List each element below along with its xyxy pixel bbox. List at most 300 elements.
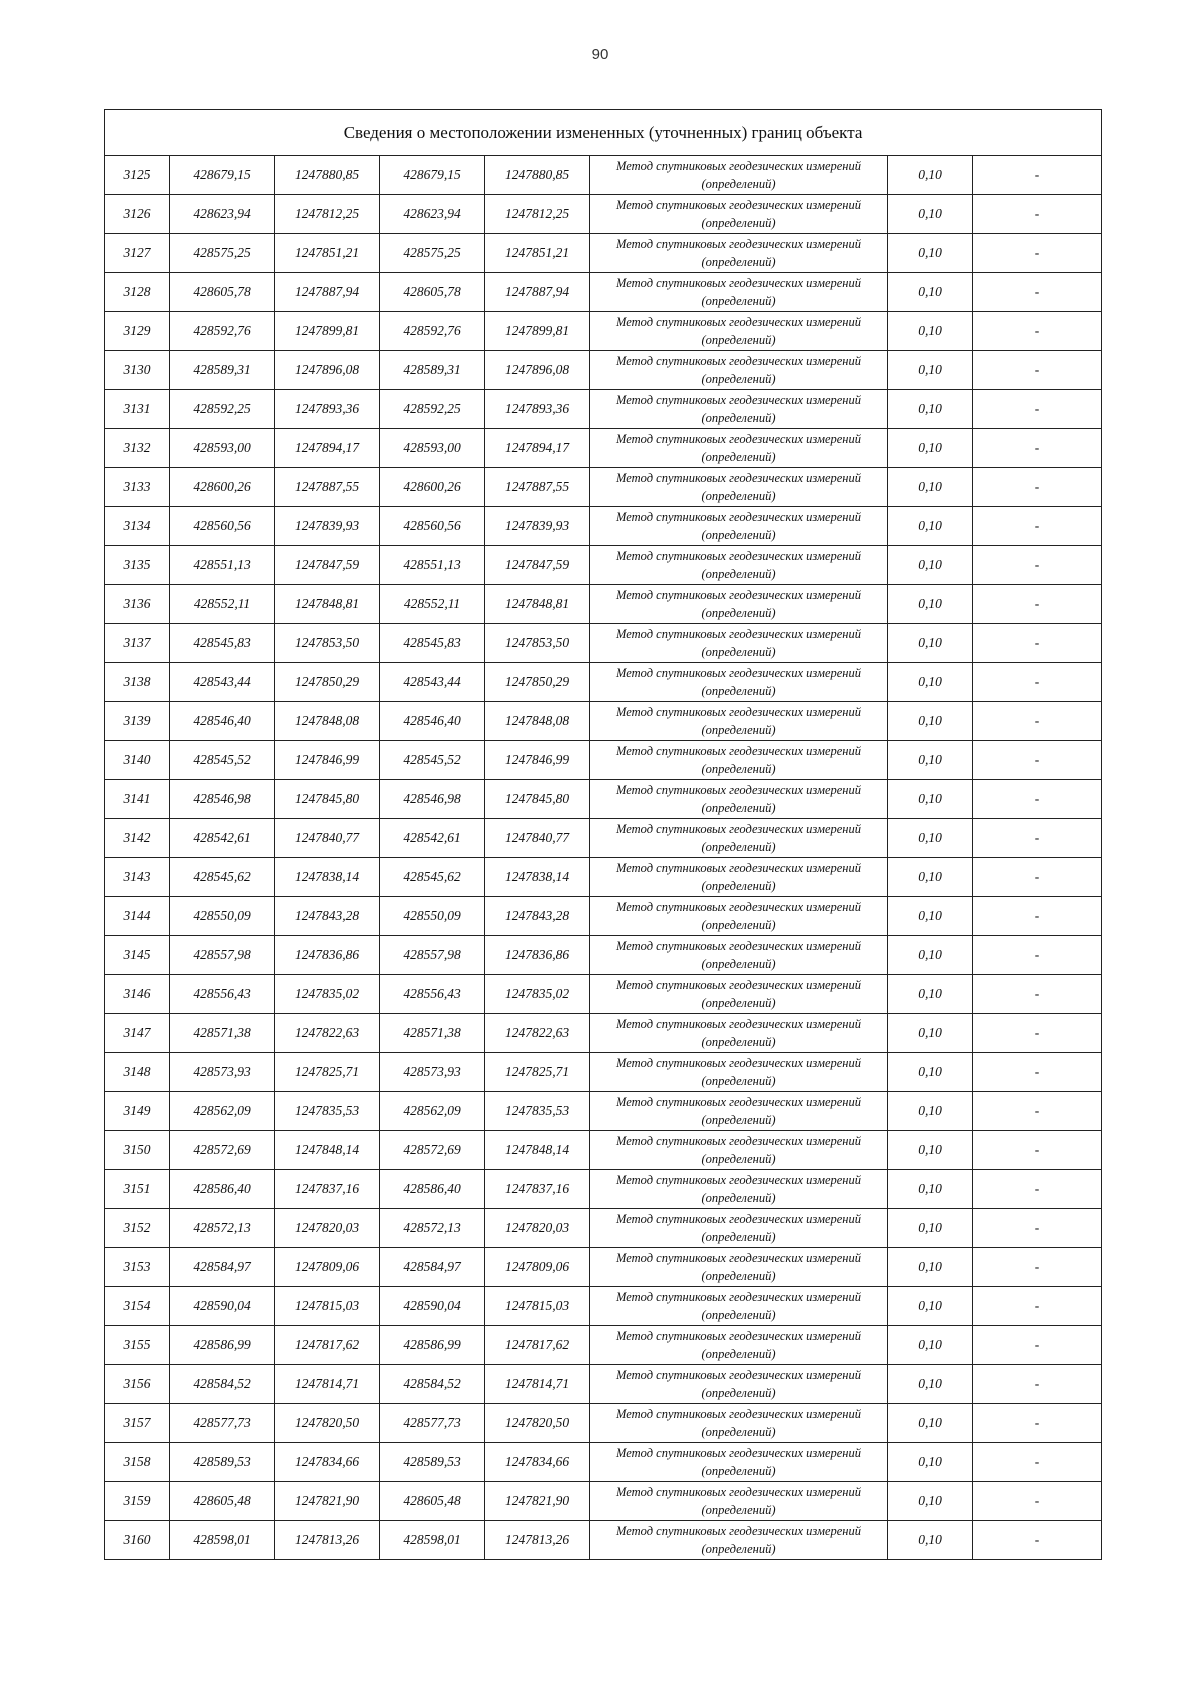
description-cell: - — [973, 390, 1102, 429]
point-number-cell: 3158 — [105, 1443, 170, 1482]
accuracy-cell: 0,10 — [888, 780, 973, 819]
accuracy-cell: 0,10 — [888, 663, 973, 702]
point-number-cell: 3142 — [105, 819, 170, 858]
refined-x-cell: 428546,98 — [380, 780, 485, 819]
accuracy-cell: 0,10 — [888, 975, 973, 1014]
existing-y-cell: 1247893,36 — [275, 390, 380, 429]
accuracy-cell: 0,10 — [888, 1326, 973, 1365]
refined-y-cell: 1247813,26 — [485, 1521, 590, 1560]
refined-y-cell: 1247820,03 — [485, 1209, 590, 1248]
description-cell: - — [973, 585, 1102, 624]
accuracy-cell: 0,10 — [888, 936, 973, 975]
point-number-cell: 3134 — [105, 507, 170, 546]
method-cell: Метод спутниковых геодезических измерений (определений) — [590, 195, 888, 234]
refined-x-cell: 428593,00 — [380, 429, 485, 468]
existing-x-cell: 428550,09 — [170, 897, 275, 936]
table-row — [105, 351, 1102, 390]
existing-y-cell: 1247845,80 — [275, 780, 380, 819]
existing-x-cell: 428546,98 — [170, 780, 275, 819]
refined-x-cell: 428589,53 — [380, 1443, 485, 1482]
point-number-cell: 3138 — [105, 663, 170, 702]
refined-y-cell: 1247840,77 — [485, 819, 590, 858]
description-cell: - — [973, 546, 1102, 585]
point-number-cell: 3154 — [105, 1287, 170, 1326]
page-number: 90 — [591, 46, 609, 63]
existing-x-cell: 428572,69 — [170, 1131, 275, 1170]
method-cell: Метод спутниковых геодезических измерений (определений) — [590, 351, 888, 390]
existing-y-cell: 1247809,06 — [275, 1248, 380, 1287]
accuracy-cell: 0,10 — [888, 546, 973, 585]
method-cell: Метод спутниковых геодезических измерений (определений) — [590, 1053, 888, 1092]
existing-x-cell: 428592,76 — [170, 312, 275, 351]
accuracy-cell: 0,10 — [888, 1287, 973, 1326]
description-cell: - — [973, 468, 1102, 507]
description-cell: - — [973, 1365, 1102, 1404]
description-cell: - — [973, 1131, 1102, 1170]
point-number-cell: 3151 — [105, 1170, 170, 1209]
point-number-cell: 3137 — [105, 624, 170, 663]
refined-x-cell: 428542,61 — [380, 819, 485, 858]
point-number-cell: 3130 — [105, 351, 170, 390]
refined-x-cell: 428573,93 — [380, 1053, 485, 1092]
existing-x-cell: 428598,01 — [170, 1521, 275, 1560]
point-number-cell: 3125 — [105, 156, 170, 195]
description-cell: - — [973, 819, 1102, 858]
refined-y-cell: 1247821,90 — [485, 1482, 590, 1521]
method-cell: Метод спутниковых геодезических измерений (определений) — [590, 858, 888, 897]
description-cell: - — [973, 234, 1102, 273]
description-cell: - — [973, 1209, 1102, 1248]
method-cell: Метод спутниковых геодезических измерений (определений) — [590, 1092, 888, 1131]
table-row — [105, 1404, 1102, 1443]
refined-y-cell: 1247850,29 — [485, 663, 590, 702]
refined-x-cell: 428560,56 — [380, 507, 485, 546]
description-cell: - — [973, 1053, 1102, 1092]
description-cell: - — [973, 273, 1102, 312]
refined-y-cell: 1247834,66 — [485, 1443, 590, 1482]
method-cell: Метод спутниковых геодезических измерений (определений) — [590, 546, 888, 585]
accuracy-cell: 0,10 — [888, 351, 973, 390]
point-number-cell: 3140 — [105, 741, 170, 780]
point-number-cell: 3126 — [105, 195, 170, 234]
existing-y-cell: 1247894,17 — [275, 429, 380, 468]
table-row — [105, 936, 1102, 975]
existing-x-cell: 428586,40 — [170, 1170, 275, 1209]
table-row — [105, 273, 1102, 312]
existing-y-cell: 1247851,21 — [275, 234, 380, 273]
existing-y-cell: 1247836,86 — [275, 936, 380, 975]
point-number-cell: 3153 — [105, 1248, 170, 1287]
method-cell: Метод спутниковых геодезических измерений (определений) — [590, 273, 888, 312]
description-cell: - — [973, 1404, 1102, 1443]
description-cell: - — [973, 741, 1102, 780]
existing-x-cell: 428545,62 — [170, 858, 275, 897]
description-cell: - — [973, 1482, 1102, 1521]
accuracy-cell: 0,10 — [888, 1521, 973, 1560]
existing-y-cell: 1247834,66 — [275, 1443, 380, 1482]
existing-y-cell: 1247835,53 — [275, 1092, 380, 1131]
existing-x-cell: 428543,44 — [170, 663, 275, 702]
point-number-cell: 3127 — [105, 234, 170, 273]
existing-y-cell: 1247813,26 — [275, 1521, 380, 1560]
method-cell: Метод спутниковых геодезических измерений (определений) — [590, 1131, 888, 1170]
method-cell: Метод спутниковых геодезических измерений (определений) — [590, 1443, 888, 1482]
existing-y-cell: 1247899,81 — [275, 312, 380, 351]
accuracy-cell: 0,10 — [888, 390, 973, 429]
method-cell: Метод спутниковых геодезических измерений (определений) — [590, 1326, 888, 1365]
accuracy-cell: 0,10 — [888, 507, 973, 546]
point-number-cell: 3152 — [105, 1209, 170, 1248]
method-cell: Метод спутниковых геодезических измерений (определений) — [590, 1170, 888, 1209]
table-row — [105, 1092, 1102, 1131]
refined-y-cell: 1247896,08 — [485, 351, 590, 390]
point-number-cell: 3156 — [105, 1365, 170, 1404]
table-title: Сведения о местоположении измененных (уточненных) границ объекта — [105, 110, 1102, 156]
method-cell: Метод спутниковых геодезических измерений (определений) — [590, 390, 888, 429]
table-row — [105, 546, 1102, 585]
point-number-cell: 3129 — [105, 312, 170, 351]
description-cell: - — [973, 975, 1102, 1014]
point-number-cell: 3155 — [105, 1326, 170, 1365]
refined-x-cell: 428589,31 — [380, 351, 485, 390]
existing-y-cell: 1247846,99 — [275, 741, 380, 780]
existing-y-cell: 1247896,08 — [275, 351, 380, 390]
existing-y-cell: 1247839,93 — [275, 507, 380, 546]
refined-x-cell: 428545,52 — [380, 741, 485, 780]
refined-x-cell: 428543,44 — [380, 663, 485, 702]
refined-x-cell: 428550,09 — [380, 897, 485, 936]
refined-y-cell: 1247817,62 — [485, 1326, 590, 1365]
description-cell: - — [973, 780, 1102, 819]
refined-y-cell: 1247846,99 — [485, 741, 590, 780]
existing-x-cell: 428571,38 — [170, 1014, 275, 1053]
refined-y-cell: 1247893,36 — [485, 390, 590, 429]
method-cell: Метод спутниковых геодезических измерений (определений) — [590, 1248, 888, 1287]
existing-y-cell: 1247812,25 — [275, 195, 380, 234]
accuracy-cell: 0,10 — [888, 468, 973, 507]
refined-x-cell: 428600,26 — [380, 468, 485, 507]
table-row — [105, 858, 1102, 897]
table-row — [105, 663, 1102, 702]
method-cell: Метод спутниковых геодезических измерений (определений) — [590, 819, 888, 858]
method-cell: Метод спутниковых геодезических измерений (определений) — [590, 312, 888, 351]
refined-y-cell: 1247847,59 — [485, 546, 590, 585]
description-cell: - — [973, 195, 1102, 234]
existing-x-cell: 428586,99 — [170, 1326, 275, 1365]
method-cell: Метод спутниковых геодезических измерений (определений) — [590, 1287, 888, 1326]
refined-x-cell: 428557,98 — [380, 936, 485, 975]
method-cell: Метод спутниковых геодезических измерений (определений) — [590, 663, 888, 702]
table-row — [105, 897, 1102, 936]
description-cell: - — [973, 624, 1102, 663]
method-cell: Метод спутниковых геодезических измерений (определений) — [590, 702, 888, 741]
accuracy-cell: 0,10 — [888, 1365, 973, 1404]
refined-y-cell: 1247820,50 — [485, 1404, 590, 1443]
existing-x-cell: 428623,94 — [170, 195, 275, 234]
existing-y-cell: 1247850,29 — [275, 663, 380, 702]
table-row — [105, 507, 1102, 546]
refined-x-cell: 428592,25 — [380, 390, 485, 429]
boundary-coordinates-table — [104, 109, 1102, 1560]
refined-y-cell: 1247837,16 — [485, 1170, 590, 1209]
existing-x-cell: 428562,09 — [170, 1092, 275, 1131]
table-row — [105, 741, 1102, 780]
accuracy-cell: 0,10 — [888, 429, 973, 468]
existing-y-cell: 1247887,55 — [275, 468, 380, 507]
description-cell: - — [973, 429, 1102, 468]
refined-y-cell: 1247848,14 — [485, 1131, 590, 1170]
point-number-cell: 3146 — [105, 975, 170, 1014]
existing-y-cell: 1247838,14 — [275, 858, 380, 897]
description-cell: - — [973, 1248, 1102, 1287]
description-cell: - — [973, 156, 1102, 195]
table-row — [105, 1521, 1102, 1560]
accuracy-cell: 0,10 — [888, 585, 973, 624]
refined-y-cell: 1247848,08 — [485, 702, 590, 741]
existing-y-cell: 1247848,08 — [275, 702, 380, 741]
description-cell: - — [973, 1092, 1102, 1131]
existing-y-cell: 1247835,02 — [275, 975, 380, 1014]
table-row — [105, 1365, 1102, 1404]
accuracy-cell: 0,10 — [888, 624, 973, 663]
refined-y-cell: 1247835,53 — [485, 1092, 590, 1131]
existing-x-cell: 428605,48 — [170, 1482, 275, 1521]
accuracy-cell: 0,10 — [888, 819, 973, 858]
refined-y-cell: 1247839,93 — [485, 507, 590, 546]
existing-y-cell: 1247820,50 — [275, 1404, 380, 1443]
method-cell: Метод спутниковых геодезических измерений (определений) — [590, 741, 888, 780]
table-row — [105, 234, 1102, 273]
existing-x-cell: 428573,93 — [170, 1053, 275, 1092]
table-row — [105, 1014, 1102, 1053]
table-row — [105, 390, 1102, 429]
refined-x-cell: 428551,13 — [380, 546, 485, 585]
accuracy-cell: 0,10 — [888, 897, 973, 936]
description-cell: - — [973, 1170, 1102, 1209]
table-row — [105, 819, 1102, 858]
table-row — [105, 702, 1102, 741]
method-cell: Метод спутниковых геодезических измерений (определений) — [590, 468, 888, 507]
existing-x-cell: 428546,40 — [170, 702, 275, 741]
refined-x-cell: 428572,69 — [380, 1131, 485, 1170]
refined-x-cell: 428546,40 — [380, 702, 485, 741]
refined-y-cell: 1247845,80 — [485, 780, 590, 819]
table-row — [105, 585, 1102, 624]
refined-x-cell: 428586,99 — [380, 1326, 485, 1365]
description-cell: - — [973, 897, 1102, 936]
refined-x-cell: 428586,40 — [380, 1170, 485, 1209]
refined-y-cell: 1247887,55 — [485, 468, 590, 507]
point-number-cell: 3133 — [105, 468, 170, 507]
description-cell: - — [973, 507, 1102, 546]
method-cell: Метод спутниковых геодезических измерений (определений) — [590, 1404, 888, 1443]
refined-y-cell: 1247899,81 — [485, 312, 590, 351]
point-number-cell: 3160 — [105, 1521, 170, 1560]
accuracy-cell: 0,10 — [888, 1248, 973, 1287]
existing-x-cell: 428545,83 — [170, 624, 275, 663]
existing-x-cell: 428590,04 — [170, 1287, 275, 1326]
table-row — [105, 156, 1102, 195]
method-cell: Метод спутниковых геодезических измерений (определений) — [590, 936, 888, 975]
refined-x-cell: 428545,83 — [380, 624, 485, 663]
existing-x-cell: 428605,78 — [170, 273, 275, 312]
existing-x-cell: 428560,56 — [170, 507, 275, 546]
accuracy-cell: 0,10 — [888, 1131, 973, 1170]
point-number-cell: 3148 — [105, 1053, 170, 1092]
existing-y-cell: 1247848,14 — [275, 1131, 380, 1170]
existing-x-cell: 428577,73 — [170, 1404, 275, 1443]
table-row — [105, 195, 1102, 234]
table-row — [105, 468, 1102, 507]
existing-y-cell: 1247822,63 — [275, 1014, 380, 1053]
point-number-cell: 3131 — [105, 390, 170, 429]
point-number-cell: 3128 — [105, 273, 170, 312]
refined-x-cell: 428552,11 — [380, 585, 485, 624]
refined-x-cell: 428572,13 — [380, 1209, 485, 1248]
description-cell: - — [973, 936, 1102, 975]
point-number-cell: 3132 — [105, 429, 170, 468]
table-row — [105, 1287, 1102, 1326]
point-number-cell: 3147 — [105, 1014, 170, 1053]
refined-y-cell: 1247851,21 — [485, 234, 590, 273]
existing-x-cell: 428679,15 — [170, 156, 275, 195]
existing-y-cell: 1247814,71 — [275, 1365, 380, 1404]
refined-y-cell: 1247853,50 — [485, 624, 590, 663]
accuracy-cell: 0,10 — [888, 1482, 973, 1521]
table-body — [105, 110, 1102, 1560]
description-cell: - — [973, 312, 1102, 351]
refined-y-cell: 1247812,25 — [485, 195, 590, 234]
method-cell: Метод спутниковых геодезических измерений (определений) — [590, 234, 888, 273]
table-row — [105, 975, 1102, 1014]
accuracy-cell: 0,10 — [888, 234, 973, 273]
accuracy-cell: 0,10 — [888, 702, 973, 741]
method-cell: Метод спутниковых геодезических измерений (определений) — [590, 1365, 888, 1404]
existing-y-cell: 1247815,03 — [275, 1287, 380, 1326]
refined-y-cell: 1247887,94 — [485, 273, 590, 312]
existing-y-cell: 1247820,03 — [275, 1209, 380, 1248]
table-row — [105, 1443, 1102, 1482]
description-cell: - — [973, 1014, 1102, 1053]
refined-x-cell: 428584,97 — [380, 1248, 485, 1287]
existing-y-cell: 1247837,16 — [275, 1170, 380, 1209]
existing-x-cell: 428556,43 — [170, 975, 275, 1014]
existing-x-cell: 428593,00 — [170, 429, 275, 468]
refined-x-cell: 428605,48 — [380, 1482, 485, 1521]
refined-x-cell: 428571,38 — [380, 1014, 485, 1053]
existing-x-cell: 428572,13 — [170, 1209, 275, 1248]
refined-x-cell: 428584,52 — [380, 1365, 485, 1404]
refined-y-cell: 1247825,71 — [485, 1053, 590, 1092]
accuracy-cell: 0,10 — [888, 195, 973, 234]
description-cell: - — [973, 1443, 1102, 1482]
refined-y-cell: 1247880,85 — [485, 156, 590, 195]
refined-y-cell: 1247835,02 — [485, 975, 590, 1014]
accuracy-cell: 0,10 — [888, 858, 973, 897]
existing-x-cell: 428542,61 — [170, 819, 275, 858]
point-number-cell: 3149 — [105, 1092, 170, 1131]
point-number-cell: 3144 — [105, 897, 170, 936]
table-row — [105, 1170, 1102, 1209]
accuracy-cell: 0,10 — [888, 741, 973, 780]
existing-y-cell: 1247840,77 — [275, 819, 380, 858]
existing-x-cell: 428551,13 — [170, 546, 275, 585]
refined-x-cell: 428679,15 — [380, 156, 485, 195]
point-number-cell: 3136 — [105, 585, 170, 624]
table-row — [105, 1053, 1102, 1092]
existing-x-cell: 428557,98 — [170, 936, 275, 975]
accuracy-cell: 0,10 — [888, 1092, 973, 1131]
refined-y-cell: 1247822,63 — [485, 1014, 590, 1053]
description-cell: - — [973, 663, 1102, 702]
existing-x-cell: 428584,97 — [170, 1248, 275, 1287]
accuracy-cell: 0,10 — [888, 1053, 973, 1092]
table-row — [105, 1131, 1102, 1170]
existing-x-cell: 428584,52 — [170, 1365, 275, 1404]
point-number-cell: 3139 — [105, 702, 170, 741]
refined-x-cell: 428605,78 — [380, 273, 485, 312]
existing-y-cell: 1247853,50 — [275, 624, 380, 663]
accuracy-cell: 0,10 — [888, 1443, 973, 1482]
table-row — [105, 1326, 1102, 1365]
point-number-cell: 3135 — [105, 546, 170, 585]
accuracy-cell: 0,10 — [888, 156, 973, 195]
accuracy-cell: 0,10 — [888, 1209, 973, 1248]
refined-x-cell: 428590,04 — [380, 1287, 485, 1326]
method-cell: Метод спутниковых геодезических измерений (определений) — [590, 507, 888, 546]
point-number-cell: 3143 — [105, 858, 170, 897]
method-cell: Метод спутниковых геодезических измерений (определений) — [590, 975, 888, 1014]
existing-y-cell: 1247821,90 — [275, 1482, 380, 1521]
table-row — [105, 1482, 1102, 1521]
refined-x-cell: 428598,01 — [380, 1521, 485, 1560]
existing-y-cell: 1247843,28 — [275, 897, 380, 936]
description-cell: - — [973, 1326, 1102, 1365]
refined-x-cell: 428562,09 — [380, 1092, 485, 1131]
refined-x-cell: 428592,76 — [380, 312, 485, 351]
existing-x-cell: 428589,53 — [170, 1443, 275, 1482]
description-cell: - — [973, 1521, 1102, 1560]
refined-y-cell: 1247814,71 — [485, 1365, 590, 1404]
refined-y-cell: 1247848,81 — [485, 585, 590, 624]
existing-x-cell: 428545,52 — [170, 741, 275, 780]
method-cell: Метод спутниковых геодезических измерений (определений) — [590, 624, 888, 663]
existing-x-cell: 428575,25 — [170, 234, 275, 273]
refined-y-cell: 1247809,06 — [485, 1248, 590, 1287]
refined-y-cell: 1247838,14 — [485, 858, 590, 897]
refined-x-cell: 428575,25 — [380, 234, 485, 273]
point-number-cell: 3150 — [105, 1131, 170, 1170]
method-cell: Метод спутниковых геодезических измерений (определений) — [590, 156, 888, 195]
table-row — [105, 624, 1102, 663]
existing-y-cell: 1247817,62 — [275, 1326, 380, 1365]
table-row — [105, 429, 1102, 468]
description-cell: - — [973, 858, 1102, 897]
table-row — [105, 1209, 1102, 1248]
existing-x-cell: 428589,31 — [170, 351, 275, 390]
accuracy-cell: 0,10 — [888, 312, 973, 351]
description-cell: - — [973, 702, 1102, 741]
existing-y-cell: 1247880,85 — [275, 156, 380, 195]
refined-x-cell: 428556,43 — [380, 975, 485, 1014]
method-cell: Метод спутниковых геодезических измерений (определений) — [590, 1521, 888, 1560]
refined-x-cell: 428577,73 — [380, 1404, 485, 1443]
description-cell: - — [973, 351, 1102, 390]
existing-y-cell: 1247887,94 — [275, 273, 380, 312]
method-cell: Метод спутниковых геодезических измерений (определений) — [590, 585, 888, 624]
existing-y-cell: 1247848,81 — [275, 585, 380, 624]
table-row — [105, 312, 1102, 351]
